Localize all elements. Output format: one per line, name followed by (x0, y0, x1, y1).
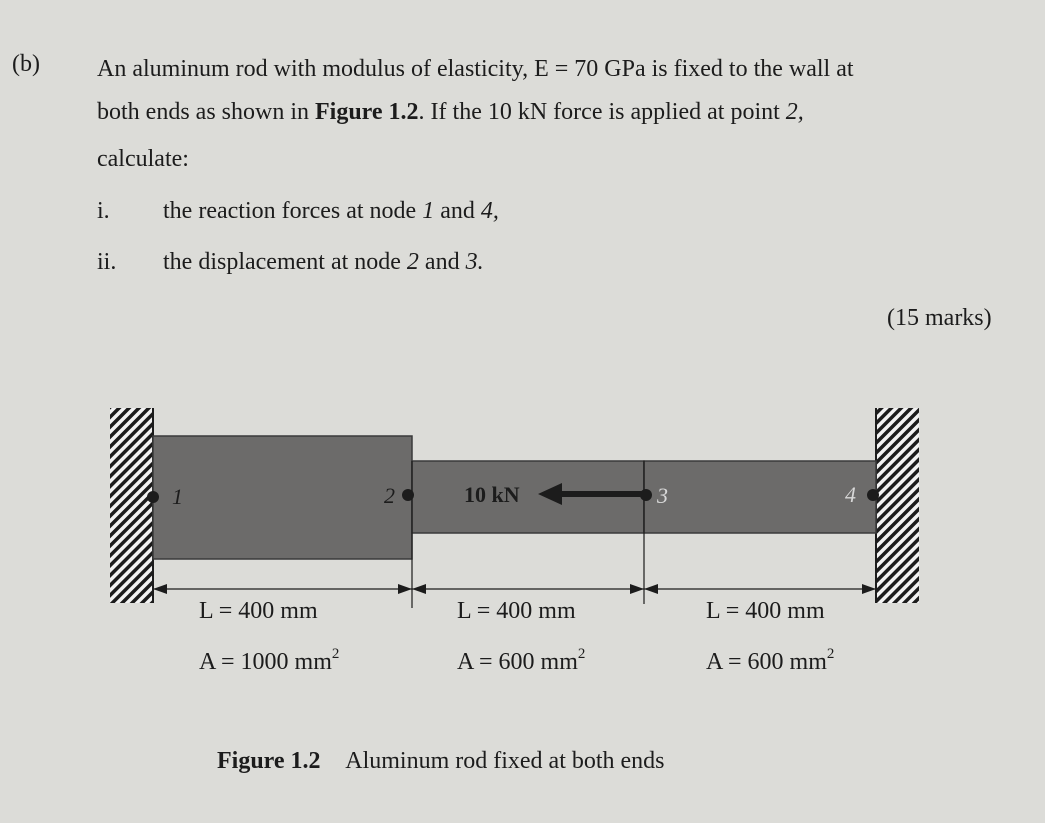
caption-text: Aluminum rod fixed at both ends (345, 748, 665, 774)
node-1-label: 1 (172, 484, 183, 509)
segment-1-length: L = 400 mm (199, 598, 318, 624)
node-4-dot (867, 489, 879, 501)
question-line-2c: . If the 10 kN force is applied at point (418, 99, 780, 125)
question-line-3: calculate: (97, 146, 189, 172)
segment-1-area-sup: 2 (331, 646, 340, 662)
item-2-mid: and (424, 249, 460, 275)
dim-arrow-1-right (398, 584, 412, 594)
item-2-node-b: 3. (465, 249, 484, 275)
item-1-number: i. (97, 198, 110, 224)
segment-3-length: L = 400 mm (706, 598, 825, 624)
right-wall (876, 408, 919, 603)
rod-segment-1 (153, 436, 412, 559)
question-point-ref: 2, (785, 99, 804, 125)
segment-3-area-sup: 2 (826, 646, 835, 662)
node-3-label: 3 (657, 483, 668, 508)
dim-arrow-3-right (862, 584, 876, 594)
node-2-label: 2 (384, 483, 395, 508)
dim-arrow-2-right (630, 584, 644, 594)
dim-arrow-2-left (412, 584, 426, 594)
segment-3-area (706, 646, 834, 675)
item-1-node-b: 4, (480, 198, 499, 224)
segment-3-area-text: A = 600 mm (706, 649, 827, 675)
caption-number: Figure 1.2 (217, 748, 321, 774)
question-line-2a: both ends as shown in (97, 99, 309, 125)
segment-1-area (199, 646, 339, 675)
segment-2-length: L = 400 mm (457, 598, 576, 624)
item-2-number: ii. (97, 249, 117, 275)
marks: (15 marks) (887, 305, 992, 331)
segment-2-area-text: A = 600 mm (457, 649, 578, 675)
segment-2-area (457, 646, 585, 675)
segment-2-area-sup: 2 (577, 646, 586, 662)
item-2-text-a: the displacement at node (163, 249, 401, 275)
rod-segment-3 (644, 461, 876, 533)
item-1-mid: and (440, 198, 475, 224)
segment-1-area-text: A = 1000 mm (199, 649, 332, 675)
figure-reference: Figure 1.2 (315, 99, 419, 125)
force-label: 10 kN (464, 482, 520, 507)
dim-arrow-3-left (644, 584, 658, 594)
question-line-1: An aluminum rod with modulus of elasticity, E = 70 GPa is fixed to the wall at (97, 56, 854, 82)
item-2-node-a: 2 (406, 249, 419, 275)
node-2-dot (402, 489, 414, 501)
dim-arrow-1-left (153, 584, 167, 594)
question-label: (b) (12, 51, 40, 77)
left-wall (110, 408, 153, 603)
item-1-text-a: the reaction forces at node (163, 198, 417, 224)
node-4-label: 4 (845, 482, 856, 507)
item-1-node-a: 1 (422, 198, 435, 224)
figure-caption (217, 749, 665, 773)
node-1-dot (147, 491, 159, 503)
